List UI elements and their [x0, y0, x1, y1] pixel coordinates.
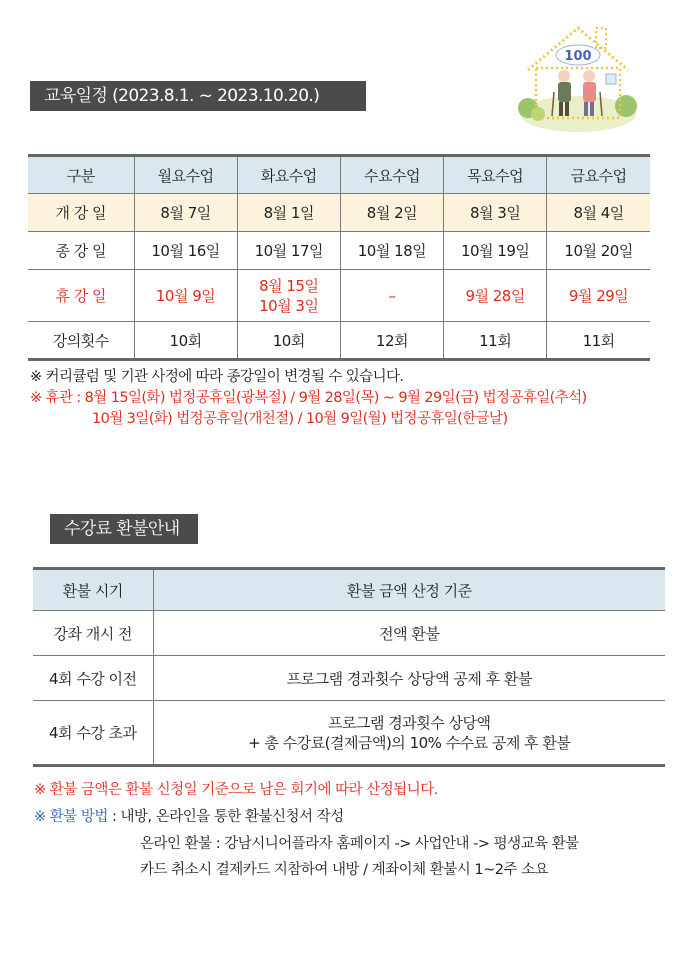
row-label: 휴 강 일: [28, 270, 134, 322]
header-refund-timing: 환불 시기: [33, 569, 153, 611]
schedule-section-title: 교육일정 (2023.8.1. ~ 2023.10.20.): [30, 81, 366, 111]
table-cell: 11회: [547, 322, 650, 360]
row-label: 강의횟수: [28, 322, 134, 360]
table-cell: 프로그램 경과횟수 상당액 공제 후 환불: [153, 656, 665, 701]
criteria-line: + 총 수강료(결제금액)의 10% 수수료 공제 후 환불: [248, 733, 571, 752]
table-cell: 10회: [134, 322, 237, 360]
badge-100-text: 100: [564, 49, 592, 64]
holiday-line: 10월 3일: [259, 296, 319, 315]
lecture-count-row: [28, 322, 650, 360]
table-cell: 10월 16일: [134, 232, 237, 270]
header-category: 구분: [28, 156, 134, 194]
table-row: [33, 611, 665, 656]
schedule-table: [28, 154, 650, 361]
table-cell: 10월 19일: [444, 232, 547, 270]
header-tuesday: 화요수업: [237, 156, 340, 194]
open-date-row: [28, 194, 650, 232]
table-cell: –: [340, 270, 443, 322]
table-row: [33, 656, 665, 701]
end-date-row: [28, 232, 650, 270]
header-monday: 월요수업: [134, 156, 237, 194]
table-cell: 8월 3일: [444, 194, 547, 232]
row-label: 4회 수강 이전: [33, 656, 153, 701]
row-label: 개 강 일: [28, 194, 134, 232]
holiday-row: [28, 270, 650, 322]
schedule-header-row: [28, 156, 650, 194]
holiday-line: 8월 15일: [259, 276, 319, 295]
row-label: 종 강 일: [28, 232, 134, 270]
refund-method-text: : 내방, 온라인을 통한 환불신청서 작성: [112, 809, 344, 825]
refund-section-title: 수강료 환불안내: [50, 514, 198, 544]
row-label: 4회 수강 초과: [33, 701, 153, 766]
online-refund-note: 온라인 환불 : 강남시니어플라자 홈페이지 -> 사업안내 -> 평생교육 환불: [140, 836, 579, 852]
table-cell: 10월 17일: [237, 232, 340, 270]
table-cell: 8월 4일: [547, 194, 650, 232]
refund-header-row: [33, 569, 665, 611]
table-cell: 8월 2일: [340, 194, 443, 232]
table-cell: 10월 18일: [340, 232, 443, 270]
refund-amount-note: ※ 환불 금액은 환불 신청일 기준으로 남은 회기에 따라 산정됩니다.: [34, 782, 438, 798]
senior-couple-house-illustration: [514, 10, 642, 134]
card-refund-note: 카드 취소시 결제카드 지참하여 내방 / 계좌이체 환불시 1~2주 소요: [140, 862, 549, 878]
table-cell: 10월 9일: [134, 270, 237, 322]
table-cell: 9월 29일: [547, 270, 650, 322]
header-friday: 금요수업: [547, 156, 650, 194]
table-cell: 8월 1일: [237, 194, 340, 232]
table-cell: 9월 28일: [444, 270, 547, 322]
table-cell: 10월 20일: [547, 232, 650, 270]
refund-method-label: ※ 환불 방법: [34, 809, 108, 825]
header-thursday: 목요수업: [444, 156, 547, 194]
table-cell: 전액 환불: [153, 611, 665, 656]
table-cell: [153, 701, 665, 766]
header-wednesday: 수요수업: [340, 156, 443, 194]
table-cell: [237, 270, 340, 322]
curriculum-note: ※ 커리큘럼 및 기관 사정에 따라 종강일이 변경될 수 있습니다.: [30, 369, 404, 385]
header-refund-criteria: 환불 금액 산정 기준: [153, 569, 665, 611]
criteria-line: 프로그램 경과횟수 상당액: [328, 713, 491, 732]
table-cell: 8월 7일: [134, 194, 237, 232]
table-cell: 10회: [237, 322, 340, 360]
refund-table: [33, 567, 665, 767]
refund-method-note: [34, 805, 344, 826]
closure-note: ※ 휴관 : 8월 15일(화) 법정공휴일(광복절) / 9월 28일(목) ~ 9월 29일(금) 법정공휴일(추석): [30, 390, 587, 406]
table-row: [33, 701, 665, 766]
table-cell: 11회: [444, 322, 547, 360]
row-label: 강좌 개시 전: [33, 611, 153, 656]
closure-note-continued: 10월 3일(화) 법정공휴일(개천절) / 10월 9일(월) 법정공휴일(한글날): [92, 411, 508, 427]
table-cell: 12회: [340, 322, 443, 360]
